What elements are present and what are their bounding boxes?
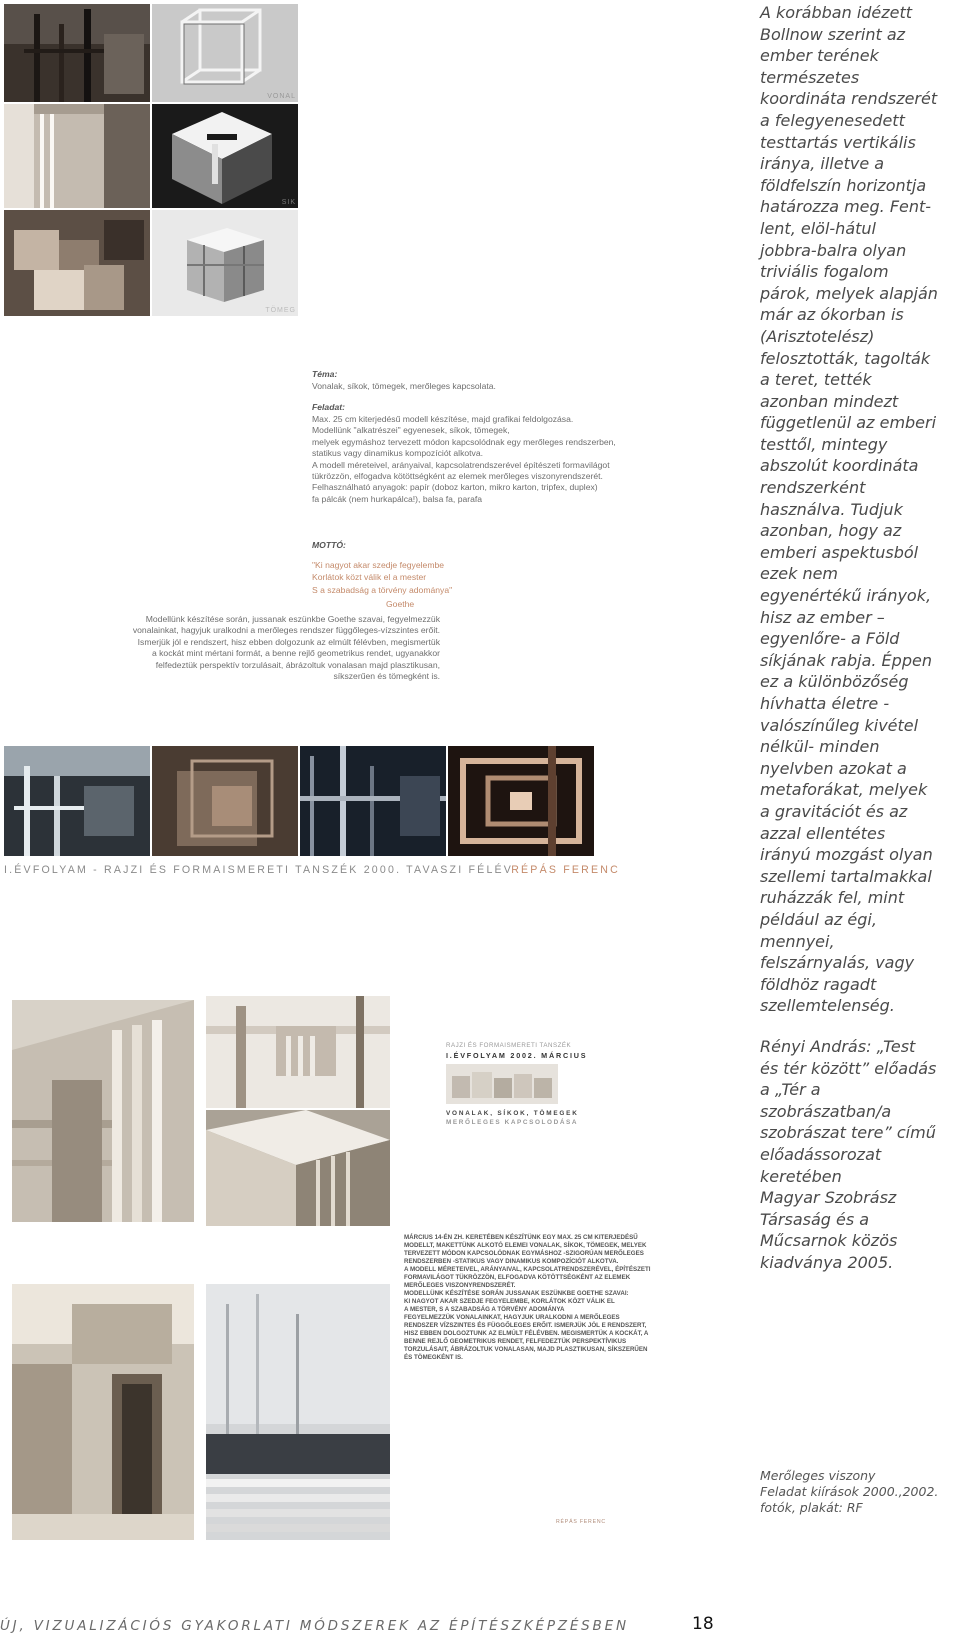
poster2-thumbnail <box>446 1064 558 1104</box>
poster2-signature: RÉPÁS FERENC <box>556 1519 606 1525</box>
poster2-photo-interior <box>12 1284 194 1540</box>
strip-photo-2 <box>152 746 298 856</box>
poster2-photo-translucent <box>206 1284 390 1540</box>
poster2-photo-walls <box>12 1000 194 1222</box>
model-photo-cube-masses <box>152 210 298 316</box>
banner-department: I.ÉVFOLYAM - RAJZI ÉS FORMAISMERETI TANSZÉK 2000. TAVASZI FÉLÉV <box>4 864 514 876</box>
poster2-photo-fins <box>206 1110 390 1226</box>
page-number: 18 <box>692 1614 714 1634</box>
motto-author: Goethe <box>386 599 415 609</box>
poster2-header-line1: RAJZI ÉS FORMAISMERETI TANSZÉK <box>446 1042 572 1049</box>
model-photo-panels <box>4 104 150 208</box>
figure-caption: Merőleges viszony Feladat kiírások 2000.,2002. fotók, plakát: RF <box>760 1468 939 1515</box>
running-title: ÚJ, VIZUALIZÁCIÓS GYAKORLATI MÓDSZEREK AZ ÉPÍTÉSZKÉPZÉSBEN <box>0 1618 629 1634</box>
photo-label-sik: SIK <box>281 199 296 206</box>
feladat-heading: Feladat: <box>312 402 345 412</box>
model-photo-line-cube <box>152 4 298 102</box>
feladat-text: Max. 25 cm kiterjedésű modell készítése, majd grafikai feldolgozása. Modellünk "alkatrészei" egyenesek, síkok, tömegek, melyek egymáshoz tervezett módon kapcsolódnak egy merőleges rendszerben, statikus vagy dinamikus kompozíciót alkotva. A modell méreteivel, arányaival, kapcsolatrendszerével építészeti formavilágot tükrözzön, elfogadva kötöttségként az elemek merőleges viszonyrendszerét. Felhasználható anyagok: papír (doboz karton, mikro karton, tripfex, duplex) fa pálcák (nem hurkapálca!), balsa fa, parafa <box>312 414 616 504</box>
strip-photo-3 <box>300 746 446 856</box>
essay-credit: Rényi András: „Test és tér között” előadás a „Tér a szobrászatban/a szobrászat tere” című előadássorozat keretében Magyar Szobrász Társaság és a Műcsarnok közös kiadványa 2005. <box>760 1037 937 1272</box>
closing-text: Modellünk készítése során, jussanak eszünkbe Goethe szavai, fegyelmezzük vonalainkat, hagyjuk uralkodni a merőleges rendszer függőleges-vízszintes erőit. Ismerjük jól e rendszert, hisz ebben dolgozunk az elmúlt félévben, megismertük a kockát mint mértani formát, a benne rejlő geometrikus rendet, ugyanakkor felfedeztük perspektív torzulásait, ábrázoltuk vonalasan majd plasztikusan, síkszerűen és tömegként is. <box>132 614 440 682</box>
motto-text: "Ki nagyot akar szedje fegyelembe Korlátok közt válik el a mester S a szabadság a törvény adománya" <box>312 560 453 595</box>
model-photo-planes <box>152 104 298 208</box>
model-photo-blocks <box>4 210 150 316</box>
motto-heading: MOTTÓ: <box>312 540 346 550</box>
tema-text: Vonalak, síkok, tömegek, merőleges kapcsolata. <box>312 381 496 391</box>
model-photo-vertical-frames <box>4 4 150 102</box>
poster2-block2: MODELLÜNK KÉSZÍTÉSE SORÁN JUSSANAK ESZÜNKBE GOETHE SZAVAI: KI NAGYOT AKAR SZEDJE FEGYELEMBE, KORLÁTOK KÖZT VÁLIK EL A MESTER, S A SZABADSÁG A TÖRVÉNY ADOMÁNYA FEGYELMEZZÜK VONALAINKAT, HAGYJUK URALKODNI A MERŐLEGES RENDSZER VÍZSZINTES ÉS FÜGGŐLEGES ERŐIT. ISMERJÜK JÓL E RENDSZERT, HISZ EBBEN DOLGOZTUNK AZ ELMÚLT FÉLÉVBEN. MEGISMERTÜK A KOCKÁT, A BENNE REJLŐ GEOMETRIKUS RENDET, FELFEDEZTÜK PERSPEKTÍVIKUS TORZULÁSAIT, ÁBRÁZOLTUK VONALASAN, MAJD PLASZTIKUSAN, SÍKSZERŰEN ÉS TÖMEGKÉNT IS. <box>404 1290 649 1361</box>
strip-photo-1 <box>4 746 150 856</box>
poster2-sub-line1: VONALAK, SÍKOK, TÖMEGEK <box>446 1110 579 1117</box>
tema-heading: Téma: <box>312 369 338 379</box>
strip-photo-4 <box>448 746 594 856</box>
banner-author: RÉPÁS FERENC <box>511 864 620 876</box>
photo-label-tomeg: TÖMEG <box>265 307 296 314</box>
photo-label-vonal: VONAL <box>267 93 296 100</box>
poster2-block1: MÁRCIUS 14-ÉN ZH. KERETÉBEN KÉSZÍTÜNK EGY MAX. 25 CM KITERJEDÉSŰ MODELLT, MAKETTÜNK ALKOTÓ ELEMEI VONALAK, SÍKOK, TÖMEGEK, MELYEK TERVEZETT MÓDON KAPCSOLÓDNAK EGYMÁSHOZ -SZIGORÚAN MERŐLEGES RENDSZERBEN -STATIKUS VAGY DINAMIKUS KOMPOZÍCIÓT ALKOTVA. A MODELL MÉRETEIVEL, ARÁNYAIVAL, KAPCSOLATRENDSZERÉVEL, ÉPÍTÉSZETI FORMAVILÁGOT TÜKRÖZZÖN, ELFOGADVA KÖTÖTTSÉGKÉNT AZ ELEMEK MERŐLEGES VISZONYRENDSZERÉT. <box>404 1234 651 1289</box>
poster2-photo-frame <box>206 996 390 1108</box>
essay-body: A korábban idézett Bollnow szerint az ember terének természetes koordináta rendszerét a felegyenesedett testtartás vertikális iránya, illetve a földfelszín horizontja határozza meg. Fent- lent, elöl-hátul jobbra-balra olyan triviális fogalom párok, melyek alapján már az ókorban is (Arisztotelész) felosztották, tagolták a teret, tették azonban mindezt függetlenül az emberi testtől, mintegy abszolút koordináta rendszerként használva. Tudjuk azonban, hogy az emberi aspektusból ezek nem egyenértékű irányok, hisz az ember – egyenlőre- a Föld síkjának rabja. Éppen ez a különbözőség hívhatta életre - valószínűleg kivétel nélkül- minden nyelvben azokat a metaforákat, melyek a gravitációt és az azzal ellentétes irányú mozgást olyan szellemi tartalmakkal ruházzák fel, mint például az égi, mennyei, felszárnyalás, vagy földhöz ragadt szellemtelenség. <box>760 3 938 1016</box>
poster2-header-line2: I.ÉVFOLYAM 2002. MÁRCIUS <box>446 1051 588 1060</box>
poster2-sub-line2: MERŐLEGES KAPCSOLODÁSA <box>446 1119 579 1126</box>
